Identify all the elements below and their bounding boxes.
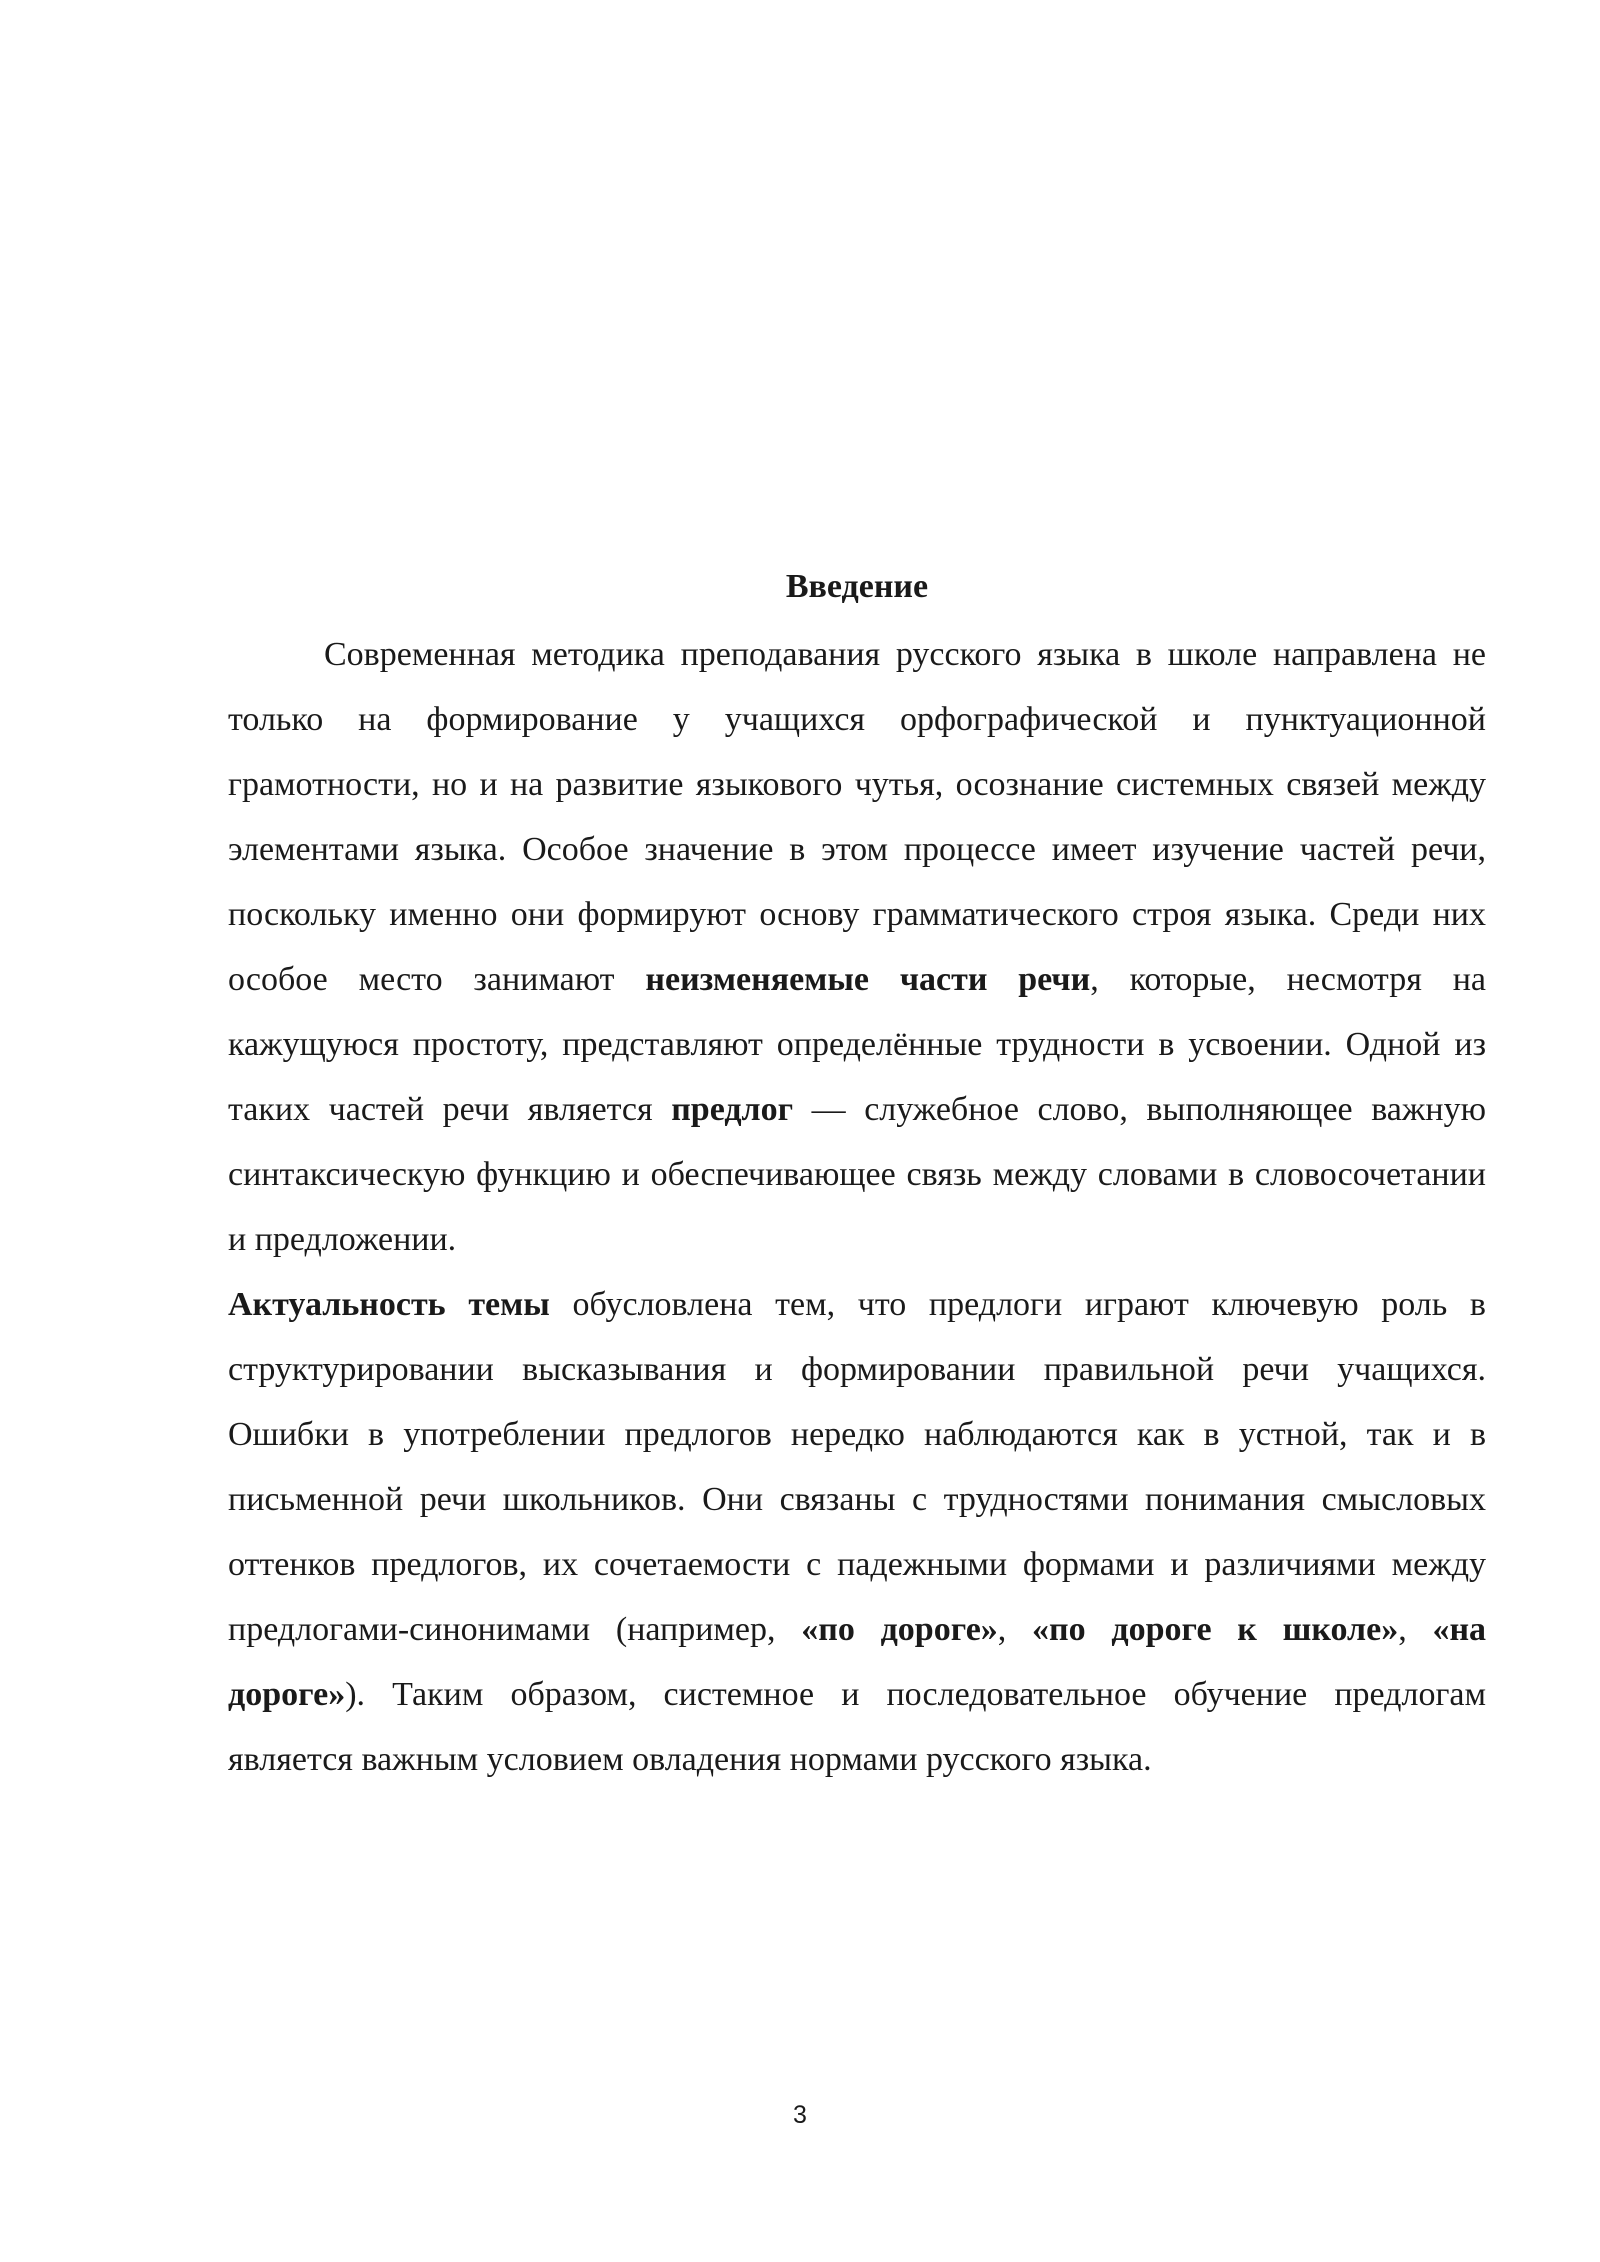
page-number: 3: [793, 2101, 807, 2129]
bold-example-1: «по дороге»: [801, 1611, 998, 1648]
text-run: Современная методика преподавания русского языка в школе направлена не только на формирование у учащихся орфографической и пунктуационной грамотности, но и на развитие языкового чутья, осознание системных связей между элементами языка. Особое значение в этом процессе имеет изучение частей речи, поскольку именно они формируют основу грамматического строя языка. Среди них особое место занимают: [228, 636, 1486, 998]
bold-term-preposition: предлог: [671, 1091, 794, 1128]
text-run: , которые, несмотря на кажущуюся простоту, представляют определённые трудности в усвоении. Одной из таких частей речи является: [228, 961, 1486, 1128]
text-run: ). Таким образом, системное и последовательное обучение предлогам является важным условием овладения нормами русского языка.: [228, 1676, 1486, 1778]
bold-term-relevance: Актуальность темы: [228, 1286, 550, 1323]
section-heading: Введение: [785, 568, 929, 605]
text-run: — служебное слово, выполняющее важную синтаксическую функцию и обеспечивающее связь между словами в словосочетании и предложении.: [228, 1091, 1486, 1258]
page-content: [228, 560, 1486, 1792]
text-run: ,: [1398, 1611, 1433, 1648]
text-run: обусловлена тем, что предлоги играют ключевую роль в структурировании высказывания и формировании правильной речи учащихся. Ошибки в употреблении предлогов нередко наблюдаются как в устной, так и в письменной речи школьников. Они связаны с трудностями понимания смысловых оттенков предлогов, их сочетаемости с падежными формами и различиями между предлогами-синонимами (например,: [228, 1286, 1486, 1648]
relevance-paragraph: [228, 1272, 1486, 1792]
text-run: ,: [997, 1611, 1033, 1648]
bold-term-unchangeable-parts: неизменяемые части речи: [645, 961, 1091, 998]
bold-example-2: «по дороге к школе»: [1032, 1611, 1399, 1648]
intro-paragraph: [228, 622, 1486, 1272]
bold-example-3: «на дороге»: [228, 1611, 1487, 1713]
